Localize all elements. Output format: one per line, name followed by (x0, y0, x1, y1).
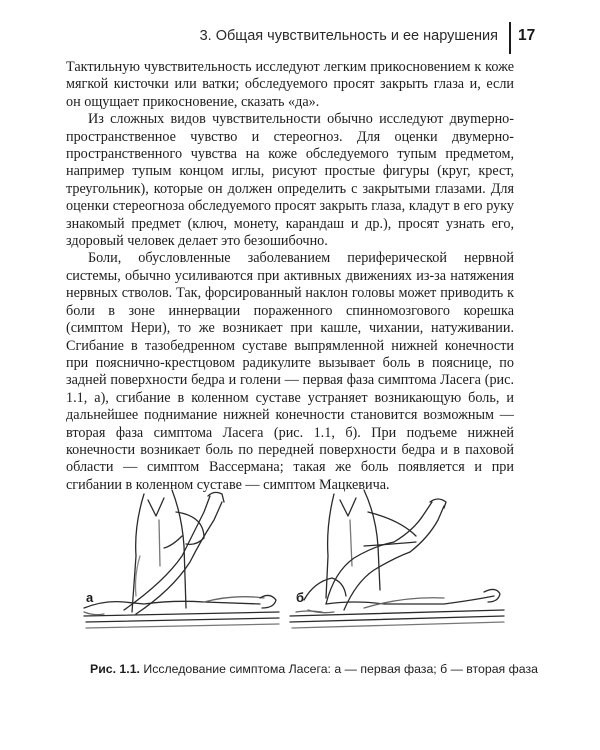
figure-lasegue (64, 486, 524, 656)
figure-caption (90, 662, 538, 676)
running-header (0, 22, 600, 52)
panel-a-label: а (86, 590, 94, 605)
caption-label: Рис. 1.1. (90, 662, 140, 676)
chapter-title: 3. Общая чувствительность и ее нарушения (199, 28, 498, 44)
header-divider (509, 22, 511, 54)
panel-b-label: б (296, 590, 305, 605)
body-text (66, 59, 514, 494)
paragraph-tactile: Тактильную чувствительность исследуют легким прикосновением к коже мягкой кисточки или ватки; обследуемого просят закрыть глаза и, если он ощущает прикосновение, сказать «да». (66, 59, 514, 110)
caption-text: Исследование симптома Ласега: а — первая фаза; б — вторая фаза (139, 662, 538, 676)
paragraph-complex-sensitivity: Из сложных видов чувствительности обычно исследуют двуmерно-пространственное чувство и стереогноз. Для оценки двумерно-пространственного чувства на коже обследуемого тупым предметом, например тупым концом иглы, рисуют простые фигуры (круг, крест, треугольник), которые он должен определить с закрытыми глазами. Для оценки стереогноза обследуемого просят закрыть глаза, кладут в его руку знакомый предмет (ключ, монету, карандаш и др.), просят узнать его, здоровый человек делает это безошибочно. (66, 111, 514, 250)
figure-illustration (64, 486, 524, 656)
page-number: 17 (518, 27, 536, 44)
paragraph-peripheral-pain: Боли, обусловленные заболеванием периферической нервной системы, обычно усиливаются при активных движениях из-за натяжения нервных стволов. Так, форсированный наклон головы может приводить к боли в зоне иннервации пораженного спинномозгового корешка (симптом Нери), то же возникает при кашле, чихании, натуживании. Сгибание в тазобедренном суставе выпрямленной нижней конечности при пояснично-крестцовом радикулите вызывает боль в пояснице, по задней поверхности бедра и голени — первая фаза симптома Ласега (рис. 1.1, а), сгибание в коленном суставе устраняет возникающую боль, и дальнейшее поднимание нижней конечности становится возможным — вторая фаза симптома Ласега (рис. 1.1, б). При подъеме нижней конечности возникает боль по передней поверхности бедра и в паховой области — симптом Вассермана; такая же боль появляется и при сгибании в коленном суставе — симптом Мацкевича. (66, 250, 514, 493)
